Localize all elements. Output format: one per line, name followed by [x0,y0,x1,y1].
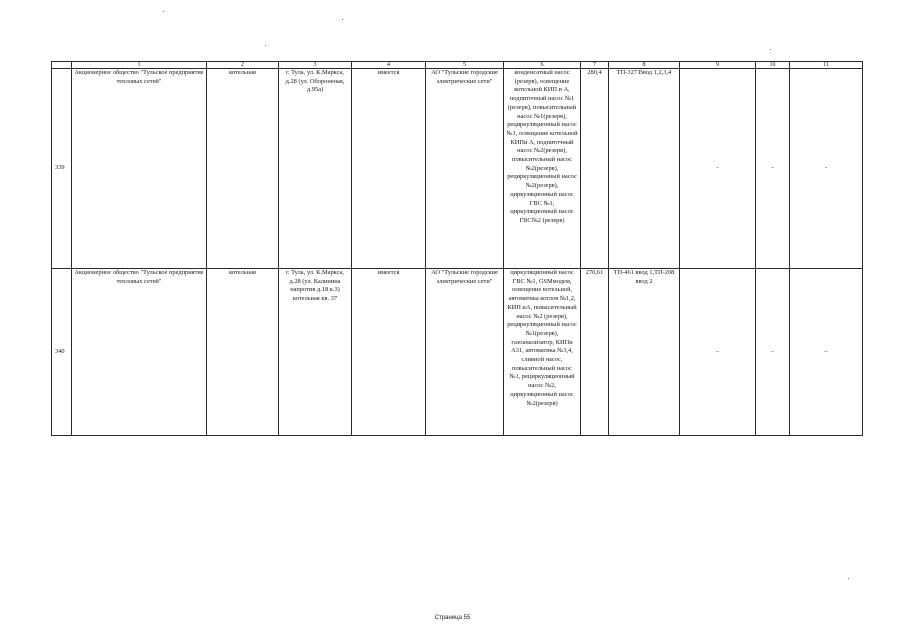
header-cell: 10 [756,62,790,69]
scan-speck [163,11,164,12]
header-cell: 11 [790,62,863,69]
header-cell: 3 [279,62,352,69]
header-cell: 4 [352,62,426,69]
row-number: 340 [52,269,72,436]
organization-cell: Акционерное общество "Тульское предприятие тепловых сетей" [72,69,207,269]
address-cell: г. Тула, ул. К.Маркса, д.28 (ул. Обороненая, д.95а) [279,69,352,269]
substation-cell: ТП-461 ввод 1,ТП-208 ввод 2 [609,269,680,436]
col10-cell: – [756,269,790,436]
organization-cell: Акционерное общество "Тульское предприятие тепловых сетей" [72,269,207,436]
data-table [51,61,863,436]
col11-cell: – [790,269,863,436]
header-cell: 9 [680,62,756,69]
header-cell: 1 [72,62,207,69]
header-cell: 2 [207,62,279,69]
supplier-cell: АО "Тульские городские электрические сети" [426,269,504,436]
table-row [52,69,863,269]
col9-cell: – [680,269,756,436]
equipment-cell [504,269,581,436]
col11-cell: - [790,69,863,269]
page-footer: Страница 55 [434,615,471,621]
equipment-text: циркуляционный насос ГВС №1, GSMмодем, освещение котельной, автоматика котлов №1,2, КИП иА, повысительный насос №2 (резерв), рециркуляционный насос №1(резерв), газоанализатор, КИПи А31, автоматика №3,4, сливной насос, повысительный насос №1, рециркуляционный насос №2, циркуляционный насос №2(резерв) [507,269,577,407]
col9-cell: - [680,69,756,269]
power-cell: 280,4 [581,69,609,269]
substation-cell: ТП-327 Ввод 1,2,3,4 [609,69,680,269]
equipment-cell: конденсатный насос (резерв), освещение котельной КИП и А, подпиточный насос №1 (резерв), повысительный насос №1(резерв), рециркуляционный насос №1, освещение котельной КИПи А, подпиточный насос №2(резерв), повысительный насос №2(резерв), рециркуляционный насос №2(резерв), циркуляционный насос ГВС №1, циркуляционный насос ГВС№2 (резерв) [504,69,581,269]
table-row [52,269,863,436]
header-cell: 8 [609,62,680,69]
address-cell: г. Тула, ул. К.Маркса, д.28 (ул. Калинина напротив д.18 к.3) котельная кв. 37 [279,269,352,436]
status-cell: имеется [352,69,426,269]
header-cell: 6 [504,62,581,69]
power-cell: 270,61 [581,269,609,436]
supplier-cell: АО "Тульские городские электрические сети" [426,69,504,269]
scan-speck [342,19,343,20]
row-number: 339 [52,69,72,269]
object-type-cell: котельная [207,269,279,436]
scan-speck [770,49,771,50]
scan-speck [848,578,849,579]
header-row [52,62,863,69]
status-cell: имеется [352,269,426,436]
header-cell: 5 [426,62,504,69]
col10-cell: - [756,69,790,269]
header-cell-blank [52,62,72,69]
header-cell: 7 [581,62,609,69]
scan-speck [265,45,266,46]
object-type-cell: котельная [207,69,279,269]
